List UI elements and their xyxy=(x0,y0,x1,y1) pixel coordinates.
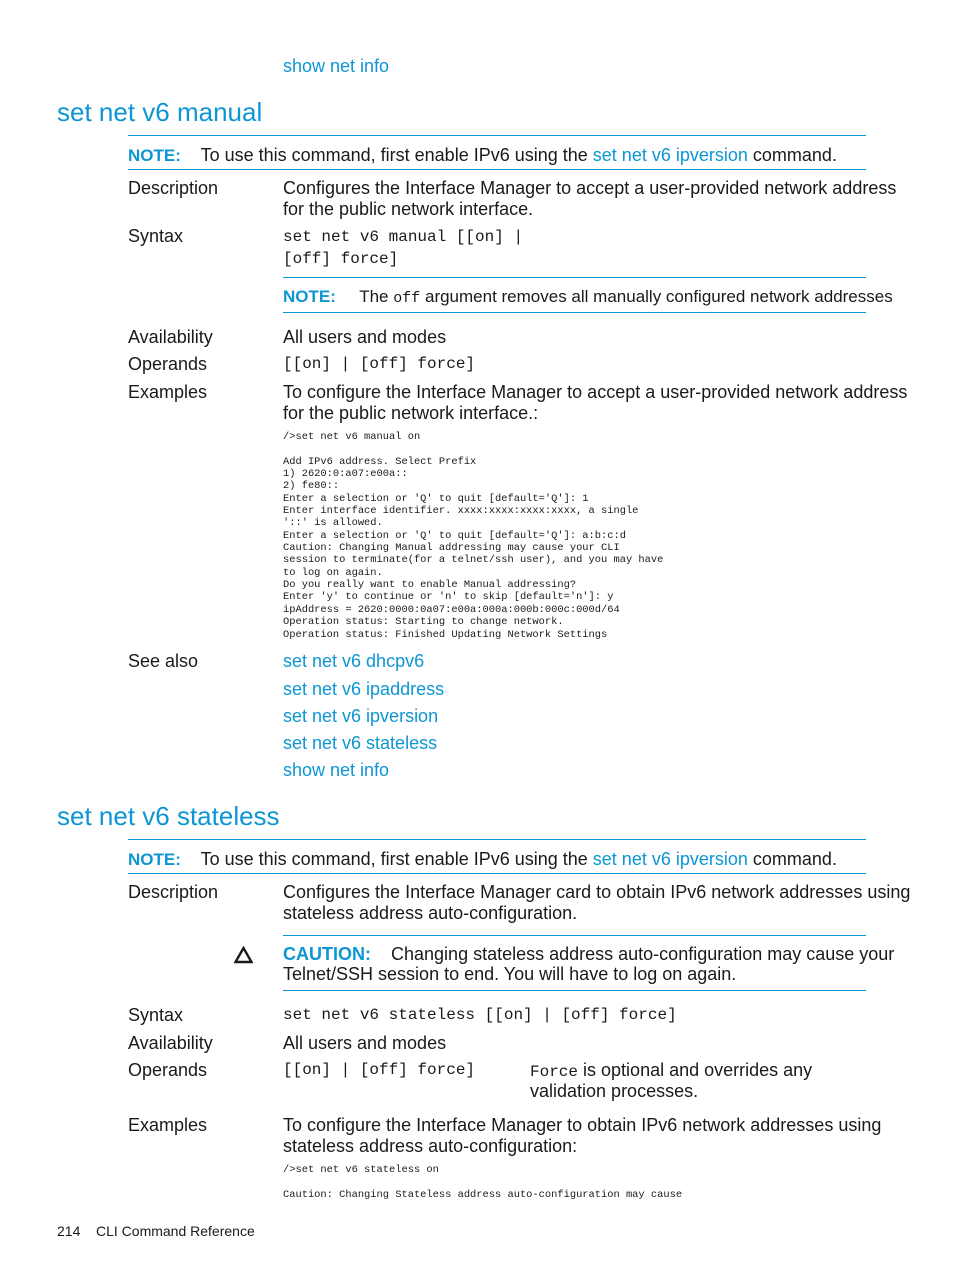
ipversion-link[interactable]: set net v6 ipversion xyxy=(592,849,748,869)
description-line-2: for the public network interface. xyxy=(283,199,534,219)
description-label: Description xyxy=(128,882,219,902)
page-number: 214 xyxy=(57,1223,81,1239)
example-code-block: />set net v6 stateless on Caution: Changing Stateless address auto-configuration may cause xyxy=(283,1164,683,1201)
divider xyxy=(283,277,866,278)
note-label: NOTE: xyxy=(128,850,181,869)
divider xyxy=(128,169,866,170)
examples-label: Examples xyxy=(128,382,208,402)
operands-label: Operands xyxy=(128,354,208,374)
examples-line-2: for the public network interface.: xyxy=(283,403,539,423)
syntax-line-1: set net v6 manual [[on] | xyxy=(283,228,524,246)
description-line-1: Configures the Interface Manager card to obtain IPv6 network addresses using xyxy=(283,882,911,902)
caution-label: CAUTION: xyxy=(283,944,371,964)
divider xyxy=(128,873,866,874)
see-also-dhcpv6-link[interactable]: set net v6 dhcpv6 xyxy=(283,651,425,671)
syntax-label: Syntax xyxy=(128,226,184,246)
syntax-line-2: [off] force] xyxy=(283,250,399,268)
description-line-1: Configures the Interface Manager to accept a user-provided network address xyxy=(283,178,897,198)
footer-title: CLI Command Reference xyxy=(96,1223,255,1239)
examples-label: Examples xyxy=(128,1115,208,1135)
availability-label: Availability xyxy=(128,327,213,347)
divider xyxy=(283,312,866,313)
operand-description-line-2: validation processes. xyxy=(530,1081,699,1101)
note-manual xyxy=(128,144,837,166)
see-also-stateless-link[interactable]: set net v6 stateless xyxy=(283,733,438,753)
syntax-note xyxy=(283,286,893,309)
section-title-manual: set net v6 manual xyxy=(57,97,263,127)
note-text: The xyxy=(359,287,389,306)
note-label: NOTE: xyxy=(128,146,181,165)
see-also-label: See also xyxy=(128,651,199,671)
note-text-after: argument removes all manually configured network addresses xyxy=(424,287,893,306)
operands-value: [[on] | [off] force] xyxy=(283,355,476,373)
syntax-label: Syntax xyxy=(128,1005,184,1025)
ipversion-link[interactable]: set net v6 ipversion xyxy=(592,145,748,165)
syntax-value: set net v6 stateless [[on] | [off] force] xyxy=(283,1006,677,1024)
description-line-2: stateless address auto-configuration. xyxy=(283,903,578,923)
examples-line-1: To configure the Interface Manager to obtain IPv6 network addresses using xyxy=(283,1115,882,1135)
caution-line-1 xyxy=(283,944,894,965)
note-text: To use this command, first enable IPv6 using the xyxy=(200,145,588,165)
operand-code: Force xyxy=(530,1063,579,1081)
caution-text: Changing stateless address auto-configuration may cause your xyxy=(391,944,895,964)
note-label: NOTE: xyxy=(283,287,336,306)
caution-line-2: Telnet/SSH session to end. You will have to log on again. xyxy=(283,964,737,984)
show-net-info-link[interactable]: show net info xyxy=(283,56,390,76)
note-text-after: command. xyxy=(752,849,837,869)
operands-value: [[on] | [off] force] xyxy=(283,1061,476,1079)
note-text-after: command. xyxy=(752,145,837,165)
note-code: off xyxy=(393,290,421,307)
availability-value: All users and modes xyxy=(283,327,447,347)
warning-triangle-icon xyxy=(234,946,253,964)
operand-description-line-1 xyxy=(530,1060,812,1083)
divider xyxy=(128,135,866,136)
divider xyxy=(128,839,866,840)
examples-line-1: To configure the Interface Manager to accept a user-provided network address xyxy=(283,382,908,402)
operand-description: is optional and overrides any xyxy=(583,1060,813,1080)
see-also-show-net-info-link[interactable]: show net info xyxy=(283,760,390,780)
section-title-stateless: set net v6 stateless xyxy=(57,801,280,831)
operands-label: Operands xyxy=(128,1060,208,1080)
see-also-ipversion-link[interactable]: set net v6 ipversion xyxy=(283,706,439,726)
note-stateless xyxy=(128,848,837,870)
availability-label: Availability xyxy=(128,1033,213,1053)
divider xyxy=(283,990,866,991)
note-text: To use this command, first enable IPv6 using the xyxy=(200,849,588,869)
availability-value: All users and modes xyxy=(283,1033,447,1053)
examples-line-2: stateless address auto-configuration: xyxy=(283,1136,578,1156)
divider xyxy=(283,935,866,936)
description-label: Description xyxy=(128,178,219,198)
see-also-ipaddress-link[interactable]: set net v6 ipaddress xyxy=(283,679,445,699)
example-code-block: />set net v6 manual on Add IPv6 address. Select Prefix 1) 2620:0:a07:e00a:: 2) fe80:: Enter a selection or 'Q' to quit [default='Q']: 1 Enter interface identifier. xxxx:xxxx:xxxx:xxxx, a single '::' is allowed. Enter a selection or 'Q' to quit [default='Q']: a:b:c:d Caution: Changing Manual addressing may cause your CLI session to terminate(for a telnet/ssh user), and you may have to log on again. Do you really want to enable Manual addressing? Enter 'y' to continue or 'n' to skip [default='n']: y ipAddress = 2620:0000:0a07:e00a:000a:000b:000c:000d/64 Operation status: Starting to change network. Operation status: Finished Updating Network Settings xyxy=(283,431,664,641)
